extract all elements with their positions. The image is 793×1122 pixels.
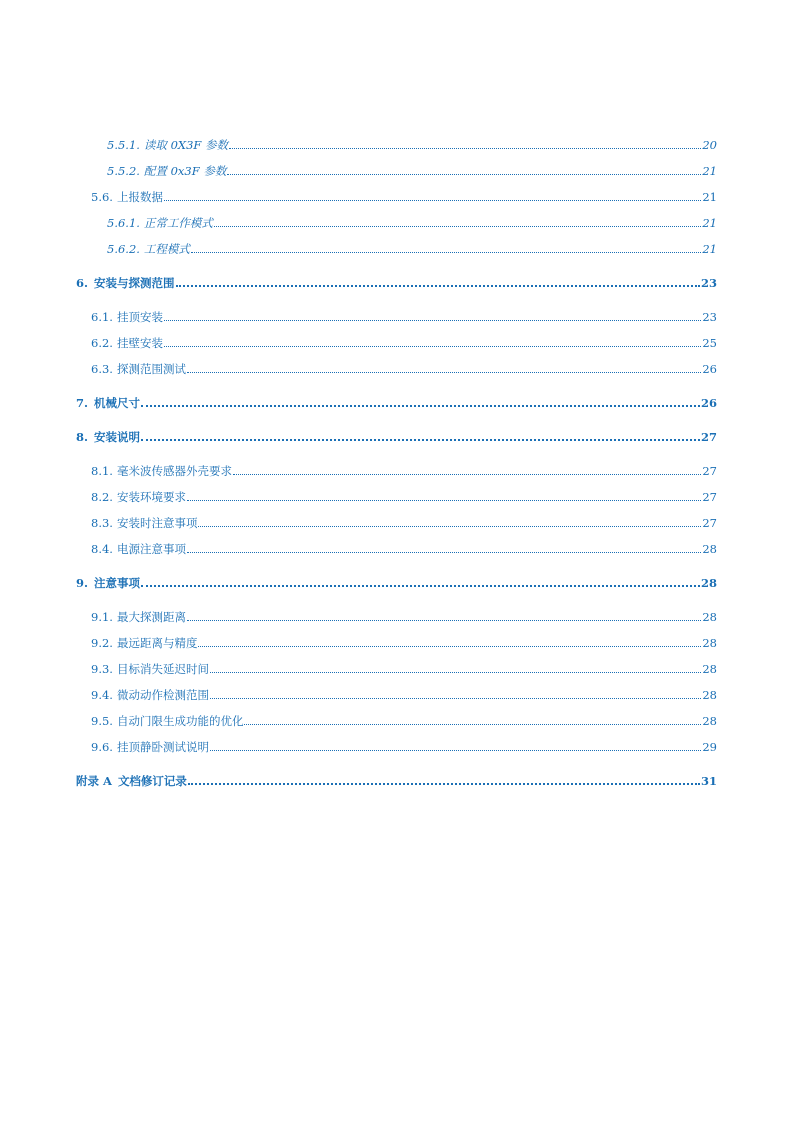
- toc-entry[interactable]: [107, 242, 717, 256]
- dot-leader: [227, 165, 701, 175]
- toc-entry[interactable]: [76, 396, 717, 410]
- toc-title: 注意事项: [94, 576, 141, 590]
- toc-entry[interactable]: [107, 138, 717, 152]
- toc-number: 9.1.: [91, 610, 113, 624]
- toc-number: 9.: [76, 576, 89, 590]
- toc-entry[interactable]: [76, 430, 717, 444]
- toc-number: 9.3.: [91, 662, 113, 676]
- toc-entry[interactable]: [91, 464, 717, 478]
- toc-entry[interactable]: [91, 636, 717, 650]
- toc-page: 28: [702, 688, 717, 702]
- toc-number: 6.2.: [91, 336, 113, 350]
- dot-leader: [164, 311, 701, 321]
- dot-leader: [210, 741, 701, 751]
- toc-entry[interactable]: [91, 740, 717, 754]
- toc-page: 20: [702, 138, 717, 152]
- toc-number: 9.5.: [91, 714, 113, 728]
- toc-page: 28: [702, 662, 717, 676]
- toc-entry[interactable]: [91, 610, 717, 624]
- toc-title: 安装与探测范围: [94, 276, 175, 290]
- toc-number: 附录 A: [76, 774, 112, 788]
- toc-page: 21: [702, 190, 717, 204]
- toc-page: 21: [702, 242, 717, 256]
- toc-page: 31: [700, 774, 717, 788]
- toc-title: 读取 0X3F 参数: [143, 138, 229, 152]
- dot-leader: [210, 689, 701, 699]
- toc-number: 5.5.1.: [107, 138, 140, 152]
- toc-entry[interactable]: [91, 688, 717, 702]
- toc-entry[interactable]: [91, 362, 717, 376]
- toc-title: 上报数据: [116, 190, 163, 204]
- dot-leader: [187, 611, 701, 621]
- toc-title: 挂壁安装: [116, 336, 163, 350]
- toc-number: 8.1.: [91, 464, 113, 478]
- toc-page: 27: [700, 430, 717, 444]
- toc-entry[interactable]: [91, 336, 717, 350]
- toc-entry[interactable]: [91, 714, 717, 728]
- dot-leader: [164, 191, 701, 201]
- toc-title: 目标消失延迟时间: [116, 662, 209, 676]
- toc-title: 电源注意事项: [116, 542, 186, 556]
- toc-title: 最远距离与精度: [116, 636, 198, 650]
- toc-title: 毫米波传感器外壳要求: [116, 464, 232, 478]
- toc-page: 21: [702, 216, 717, 230]
- toc-entry[interactable]: [91, 662, 717, 676]
- toc-title: 探测范围测试: [116, 362, 186, 376]
- toc-page: 27: [702, 516, 717, 530]
- toc-title: 正常工作模式: [143, 216, 213, 230]
- dot-leader: [187, 543, 701, 553]
- dot-leader: [176, 276, 700, 287]
- toc-title: 机械尺寸: [94, 396, 141, 410]
- toc-number: 5.5.2.: [107, 164, 140, 178]
- toc-title: 自动门限生成功能的优化: [116, 714, 244, 728]
- toc-page: 26: [702, 362, 717, 376]
- toc-entry[interactable]: [76, 276, 717, 290]
- toc-title: 安装说明: [94, 430, 141, 444]
- toc-number: 8.2.: [91, 490, 113, 504]
- toc-title: 工程模式: [143, 242, 190, 256]
- toc-title: 安装时注意事项: [116, 516, 198, 530]
- toc-page: 28: [702, 542, 717, 556]
- toc-page: 27: [702, 464, 717, 478]
- toc-number: 8.3.: [91, 516, 113, 530]
- toc-page: 23: [702, 310, 717, 324]
- dot-leader: [141, 430, 700, 441]
- dot-leader: [210, 663, 701, 673]
- toc-page: 28: [702, 610, 717, 624]
- toc-title: 微动动作检测范围: [116, 688, 209, 702]
- toc-page: 27: [702, 490, 717, 504]
- toc-number: 6.3.: [91, 362, 113, 376]
- toc-number: 9.6.: [91, 740, 113, 754]
- toc-number: 9.4.: [91, 688, 113, 702]
- toc-entry[interactable]: [91, 542, 717, 556]
- dot-leader: [233, 465, 701, 475]
- dot-leader: [244, 715, 701, 725]
- toc-page: 28: [702, 714, 717, 728]
- dot-leader: [198, 517, 701, 527]
- toc-number: 5.6.2.: [107, 242, 140, 256]
- dot-leader: [187, 363, 701, 373]
- toc-page: 26: [700, 396, 717, 410]
- dot-leader: [188, 774, 700, 785]
- toc-number: 7.: [76, 396, 89, 410]
- toc-number: 8.4.: [91, 542, 113, 556]
- toc-title: 最大探测距离: [116, 610, 186, 624]
- toc-page: 28: [700, 576, 717, 590]
- toc-entry[interactable]: [107, 216, 717, 230]
- toc-entry[interactable]: [107, 164, 717, 178]
- toc-number: 6.1.: [91, 310, 113, 324]
- dot-leader: [141, 396, 700, 407]
- toc-page: 21: [702, 164, 717, 178]
- toc-page: 25: [702, 336, 717, 350]
- toc-entry[interactable]: [91, 190, 717, 204]
- toc-entry[interactable]: [76, 576, 717, 590]
- toc-entry[interactable]: [76, 774, 717, 788]
- toc-number: 5.6.: [91, 190, 113, 204]
- toc-number: 8.: [76, 430, 89, 444]
- toc-page: 28: [702, 636, 717, 650]
- toc-number: 5.6.1.: [107, 216, 140, 230]
- toc-entry[interactable]: [91, 516, 717, 530]
- toc-entry[interactable]: [91, 310, 717, 324]
- dot-leader: [214, 217, 701, 227]
- dot-leader: [187, 491, 701, 501]
- toc-page: 23: [700, 276, 717, 290]
- toc-title: 挂顶安装: [116, 310, 163, 324]
- toc-title: 安装环境要求: [116, 490, 186, 504]
- toc-entry[interactable]: [91, 490, 717, 504]
- dot-leader: [198, 637, 701, 647]
- toc-number: 6.: [76, 276, 89, 290]
- toc-title: 配置 0x3F 参数: [143, 164, 227, 178]
- dot-leader: [191, 243, 701, 253]
- dot-leader: [141, 576, 700, 587]
- dot-leader: [164, 337, 701, 347]
- toc-page: 29: [702, 740, 717, 754]
- toc-title: 挂顶静卧测试说明: [116, 740, 209, 754]
- dot-leader: [229, 139, 701, 149]
- toc-title: 文档修订记录: [117, 774, 187, 788]
- toc-number: 9.2.: [91, 636, 113, 650]
